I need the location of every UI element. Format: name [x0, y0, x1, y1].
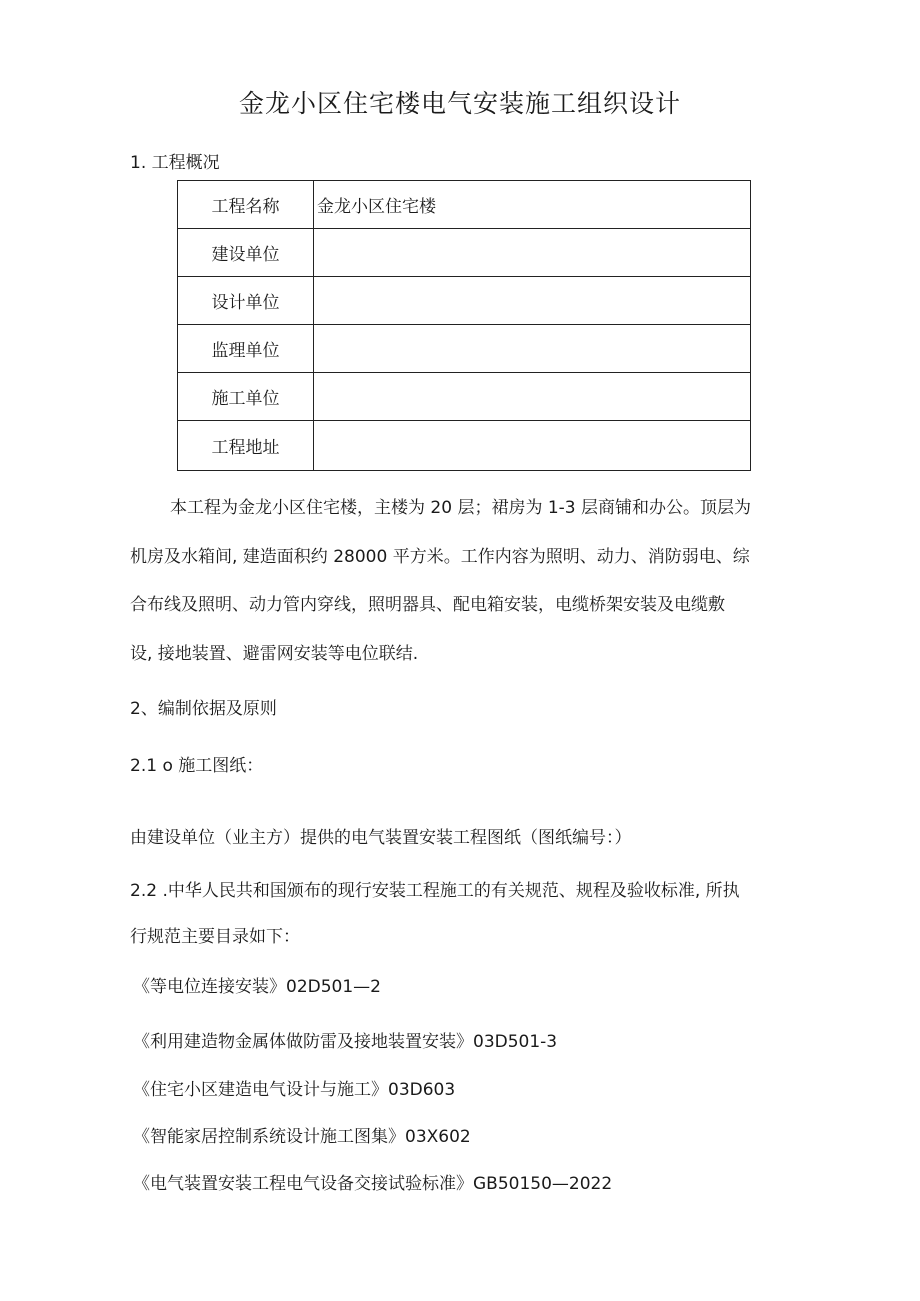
table-label: 施工单位 [178, 373, 314, 421]
table-row [178, 229, 751, 277]
standard-item: 《智能家居控制系统设计施工图集》03X602 [133, 1127, 471, 1147]
table-row [178, 421, 751, 471]
paragraph-line: 设, 接地装置、避雷网安装等电位联结. [130, 644, 419, 664]
standard-item: 《利用建造物金属体做防雷及接地装置安装》03D501-3 [133, 1032, 558, 1052]
table-label: 监理单位 [178, 325, 314, 373]
standard-item: 《电气装置安装工程电气设备交接试验标准》GB50150—2022 [133, 1174, 613, 1194]
project-info-table [177, 180, 751, 471]
table-value [314, 373, 751, 421]
standard-item: 《等电位连接安装》02D501—2 [133, 977, 381, 997]
item-2-1-text: 由建设单位（业主方）提供的电气装置安装工程图纸（图纸编号：） [130, 828, 632, 848]
table-label: 工程地址 [178, 421, 314, 471]
item-2-2-line-1: 2.2 .中华人民共和国颁布的现行安装工程施工的有关规范、规程及验收标准, 所执 [130, 881, 740, 901]
table-label: 设计单位 [178, 277, 314, 325]
table-row [178, 325, 751, 373]
section-2-heading: 2、编制依据及原则 [130, 699, 277, 719]
table-label: 建设单位 [178, 229, 314, 277]
document-title: 金龙小区住宅楼电气安装施工组织设计 [238, 89, 681, 118]
table-value [314, 421, 751, 471]
standard-item: 《住宅小区建造电气设计与施工》03D603 [133, 1080, 456, 1100]
table-row [178, 181, 751, 229]
table-label: 工程名称 [178, 181, 314, 229]
table-value [314, 229, 751, 277]
paragraph-line: 本工程为金龙小区住宅楼，主楼为 20 层；裙房为 1-3 层商铺和办公。顶层为 [170, 498, 752, 518]
item-2-1-heading: 2.1 o 施工图纸： [130, 756, 264, 776]
section-1-heading: 1. 工程概况 [130, 153, 220, 173]
table-value: 金龙小区住宅楼 [314, 181, 751, 229]
table-row [178, 373, 751, 421]
item-2-2-line-2: 行规范主要目录如下： [130, 927, 300, 947]
table-value [314, 325, 751, 373]
paragraph-line: 机房及水箱间, 建造面积约 28000 平方米。工作内容为照明、动力、消防弱电、综 [130, 547, 750, 567]
table-value [314, 277, 751, 325]
table-row [178, 277, 751, 325]
paragraph-line: 合布线及照明、动力管内穿线，照明器具、配电箱安装，电缆桥架安装及电缆敷 [130, 595, 725, 615]
